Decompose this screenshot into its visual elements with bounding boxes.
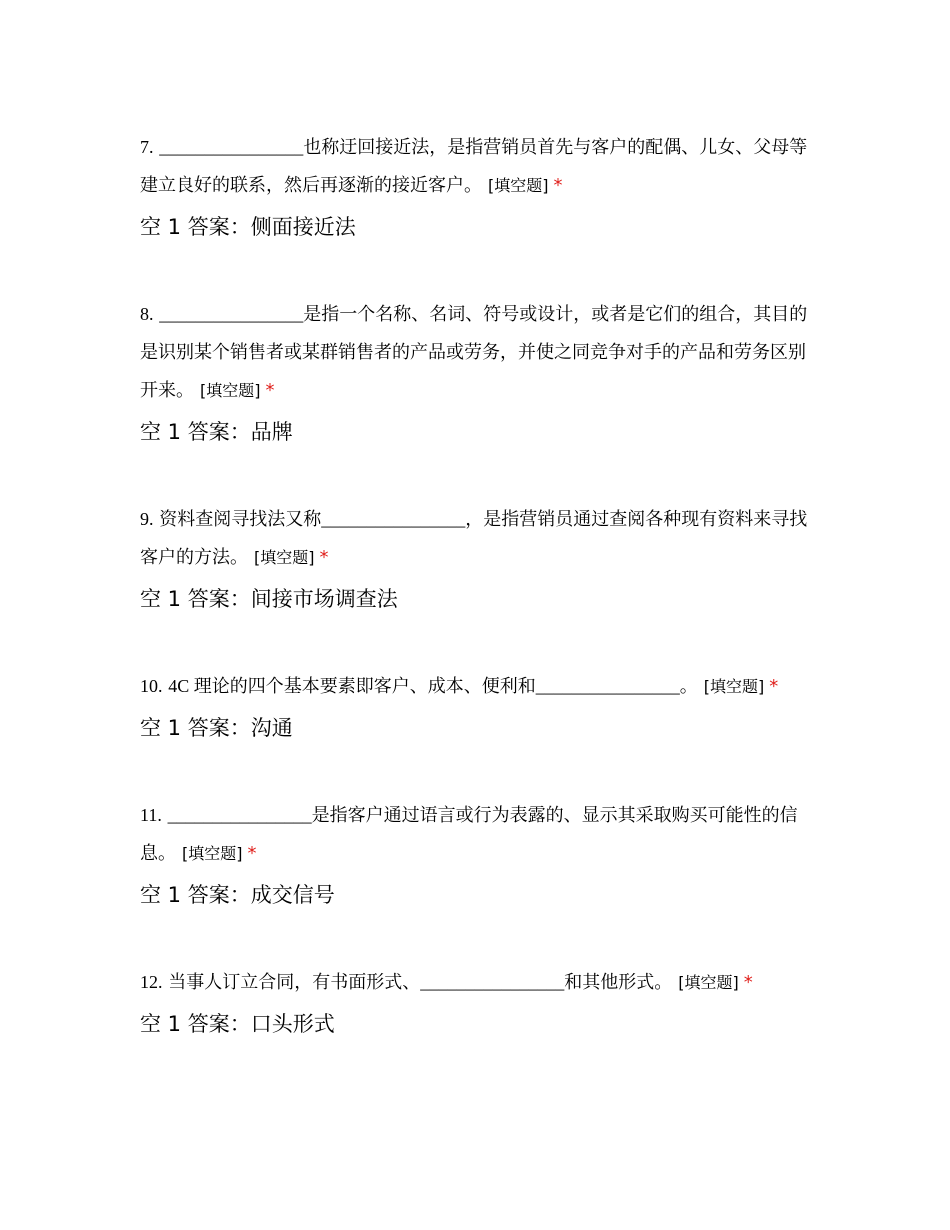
question-type-tag: [填空题] — [678, 973, 739, 992]
question-number: 8. — [140, 304, 154, 324]
question-type-tag: [填空题] — [488, 176, 549, 195]
question-after: 也称迂回接近法，是指营销员首先与客户的配偶、儿女、父母等建立良好的联系，然后再逐渐的接近客户。 — [140, 137, 808, 196]
question-type-tag: [填空题] — [254, 548, 315, 567]
answer-prefix: 空 1 答案： — [140, 215, 251, 239]
required-mark: * — [743, 972, 753, 993]
answer-prefix: 空 1 答案： — [140, 883, 251, 907]
question-type-tag: [填空题] — [182, 844, 243, 863]
question-text — [140, 128, 820, 205]
question-text — [140, 500, 820, 577]
answer-value: 口头形式 — [250, 1012, 335, 1036]
answer-prefix: 空 1 答案： — [140, 587, 251, 611]
answer-line — [140, 416, 820, 448]
answer-line — [140, 879, 820, 911]
question-after: 是指客户通过语言或行为表露的、显示其采取购买可能性的信息。 — [140, 805, 798, 864]
answer-blank: ________________ — [321, 509, 466, 529]
answer-prefix: 空 1 答案： — [140, 420, 251, 444]
answer-blank: ________________ — [167, 805, 312, 825]
question-text — [140, 295, 820, 410]
answer-value: 成交信号 — [250, 883, 335, 907]
answer-line — [140, 583, 820, 615]
answer-blank: ________________ — [535, 676, 680, 696]
question-number: 7. — [140, 137, 154, 157]
answer-line — [140, 712, 820, 744]
answer-prefix: 空 1 答案： — [140, 716, 251, 740]
answer-prefix: 空 1 答案： — [140, 1012, 251, 1036]
answer-blank: ________________ — [159, 304, 304, 324]
question-number: 10. — [140, 676, 163, 696]
required-mark: * — [265, 380, 275, 401]
answer-value: 间接市场调查法 — [250, 587, 398, 611]
question-type-tag: [填空题] — [200, 381, 261, 400]
required-mark: * — [319, 547, 329, 568]
answer-line — [140, 211, 820, 243]
answer-blank: ________________ — [420, 972, 565, 992]
question-8 — [140, 295, 820, 448]
answer-blank: ________________ — [159, 137, 304, 157]
question-number: 12. — [140, 972, 163, 992]
question-number: 11. — [140, 805, 162, 825]
answer-value: 侧面接近法 — [250, 215, 356, 239]
answer-value: 沟通 — [250, 716, 293, 740]
question-10 — [140, 667, 820, 744]
question-11 — [140, 796, 820, 911]
question-text — [140, 963, 820, 1002]
question-after: 和其他形式。 — [564, 972, 673, 993]
question-before: 当事人订立合同，有书面形式、 — [168, 972, 421, 993]
required-mark: * — [769, 676, 779, 697]
answer-line — [140, 1008, 820, 1040]
question-7 — [140, 128, 820, 243]
required-mark: * — [553, 175, 563, 196]
question-12 — [140, 963, 820, 1040]
question-text — [140, 667, 820, 706]
question-before: 4C 理论的四个基本要素即客户、成本、便利和 — [168, 676, 536, 696]
question-after: 是指一个名称、名词、符号或设计，或者是它们的组合，其目的是识别某个销售者或某群销售者的产品或劳务，并使之同竞争对手的产品和劳务区别开来。 — [140, 304, 808, 401]
question-after: ，是指营销员通过查阅各种现有资料来寻找客户的方法。 — [140, 509, 808, 568]
answer-value: 品牌 — [250, 420, 293, 444]
required-mark: * — [247, 843, 257, 864]
question-type-tag: [填空题] — [703, 677, 765, 696]
question-after: 。 — [679, 676, 698, 697]
question-9 — [140, 500, 820, 615]
question-list — [140, 128, 820, 1040]
question-text — [140, 796, 820, 873]
question-before: 资料查阅寻找法又称 — [159, 509, 322, 530]
question-number: 9. — [140, 509, 154, 529]
